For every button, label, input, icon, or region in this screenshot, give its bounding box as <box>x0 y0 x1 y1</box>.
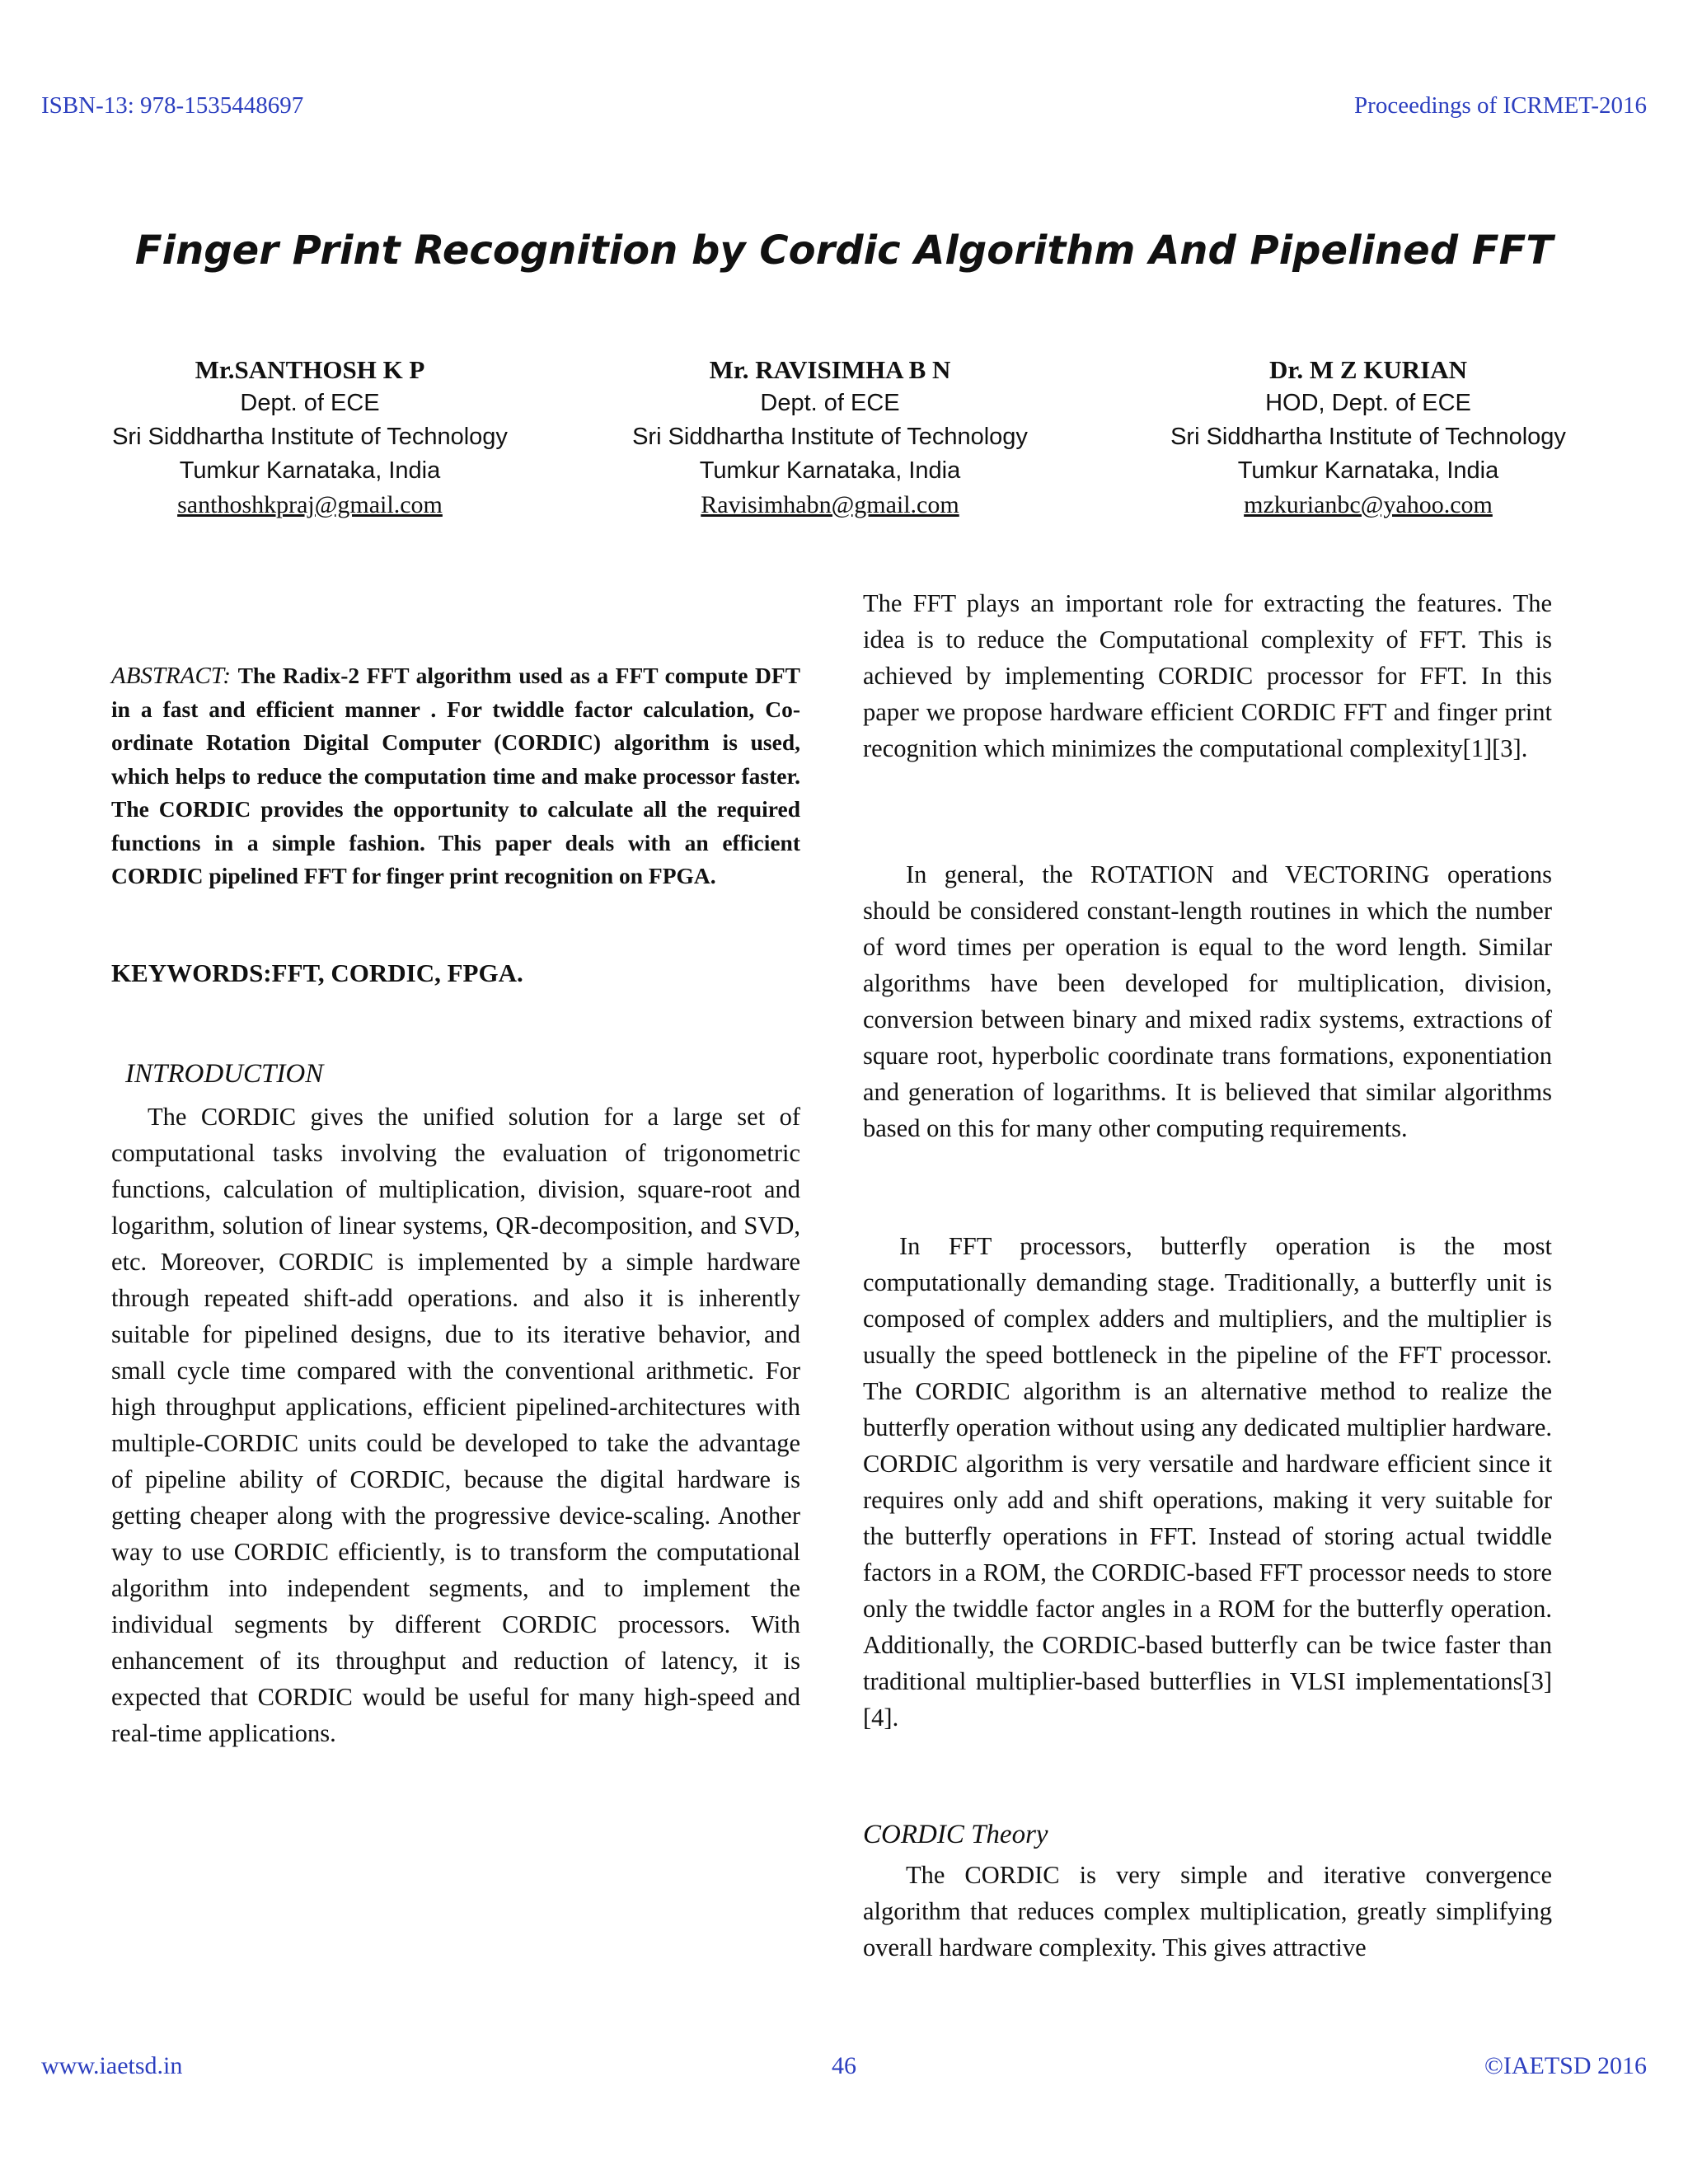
introduction-paragraph: The CORDIC gives the unified solution for a large set of computational tasks involving the evaluation of trigonometric functions, calculation of multiplication, division, square-root and logarithm, solution of linear systems, QR-decomposition, and SVD, etc. Moreover, CORDIC is implemented by a simple hardware through repeated shift-add operations. and also it is inherently suitable for pipelined designs, due to its iterative behavior, and small cycle time compared with the conventional arithmetic. For high throughput applications, efficient pipelined-architectures with multiple-CORDIC units could be developed to take the advantage of pipeline ability of CORDIC, because the digital hardware is getting cheaper along with the progressive device-scaling. Another way to use CORDIC efficiently, is to transform the computational algorithm into independent segments, and to implement the individual segments by different CORDIC processors. With enhancement of its throughput and reduction of latency, it is expected that CORDIC would be useful for many high-speed and real-time applications. <box>111 1103 800 1747</box>
author-dept: HOD, Dept. of ECE <box>1265 390 1471 416</box>
paper-title: Finger Print Recognition by Cordic Algorithm And Pipelined FFT <box>134 227 1554 274</box>
author-location: Tumkur Karnataka, India <box>1237 457 1499 484</box>
author-name: Dr. M Z KURIAN <box>1269 355 1467 384</box>
author-name: Mr.SANTHOSH K P <box>195 355 425 384</box>
introduction-heading: INTRODUCTION <box>125 1059 324 1089</box>
author-dept: Dept. of ECE <box>760 390 900 416</box>
author-institute: Sri Siddhartha Institute of Technology <box>632 424 1028 450</box>
website-link[interactable]: www.iaetsd.in <box>41 2052 183 2079</box>
cordic-theory-heading: CORDIC Theory <box>863 1820 1048 1849</box>
author-institute: Sri Siddhartha Institute of Technology <box>112 424 508 450</box>
author-name: Mr. RAVISIMHA B N <box>709 355 951 384</box>
keywords: KEYWORDS:FFT, CORDIC, FPGA. <box>111 958 523 987</box>
author-email-link[interactable]: mzkurianbc@yahoo.com <box>1244 491 1493 518</box>
author-block-2 <box>574 353 1085 522</box>
author-email-link[interactable]: santhoshkpraj@gmail.com <box>177 491 443 518</box>
copyright: ©IAETSD 2016 <box>1484 2052 1647 2079</box>
author-email-link[interactable]: Ravisimhabn@gmail.com <box>701 491 959 518</box>
author-location: Tumkur Karnataka, India <box>179 457 441 484</box>
author-block-3 <box>1113 353 1624 522</box>
right-paragraph-3: In FFT processors, butterfly operation is the most computationally demanding stage. Traditionally, a butterfly unit is composed of complex adders and multipliers, and the multiplier is usually the speed bottleneck in the pipeline of the FFT processor. The CORDIC algorithm is an alternative method to realize the butterfly operation without using any dedicated multiplier hardware. CORDIC algorithm is very versatile and hardware efficient since it requires only add and shift operations, making it very suitable for the butterfly operations in FFT. Instead of storing actual twiddle factors in a ROM, the CORDIC-based FFT processor needs to store only the twiddle factor angles in a ROM for the butterfly operation. Additionally, the CORDIC-based butterfly can be twice faster than traditional multiplier-based butterflies in VLSI implementations[3][4]. <box>863 1232 1552 1732</box>
right-paragraph-4: The CORDIC is very simple and iterative convergence algorithm that reduces complex multiplication, greatly simplifying overall hardware complexity. This gives attractive <box>863 1861 1552 1961</box>
right-paragraph-1: The FFT plays an important role for extracting the features. The idea is to reduce the Computational complexity of FFT. This is achieved by implementing CORDIC processor for FFT. In this paper we propose hardware efficient CORDIC FFT and finger print recognition which minimizes the computational complexity[1][3]. <box>863 589 1552 762</box>
author-block-1 <box>54 353 565 522</box>
author-institute: Sri Siddhartha Institute of Technology <box>1170 424 1566 450</box>
page-number: 46 <box>832 2052 856 2079</box>
author-dept: Dept. of ECE <box>240 390 380 416</box>
abstract <box>111 659 800 893</box>
right-paragraph-2: In general, the ROTATION and VECTORING operations should be considered constant-length routines in which the number of word times per operation is equal to the word length. Similar algorithms have been developed for multiplication, division, conversion between binary and mixed radix systems, extractions of square root, hyperbolic coordinate trans formations, exponentiation and generation of logarithms. It is believed that similar algorithms based on this for many other computing requirements. <box>863 860 1552 1142</box>
author-location: Tumkur Karnataka, India <box>699 457 961 484</box>
isbn-header: ISBN-13: 978-1535448697 <box>41 92 304 119</box>
abstract-label: ABSTRACT: <box>111 663 232 689</box>
proceedings-header: Proceedings of ICRMET-2016 <box>1354 92 1647 119</box>
abstract-text: The Radix-2 FFT algorithm used as a FFT compute DFT in a fast and efficient manner . For twiddle factor calculation, Co-ordinate Rotation Digital Computer (CORDIC) algorithm is used, which helps to reduce the computation time and make processor faster. The CORDIC provides the opportunity to calculate all the required functions in a simple fashion. This paper deals with an efficient CORDIC pipelined FFT for finger print recognition on FPGA. <box>111 663 800 888</box>
